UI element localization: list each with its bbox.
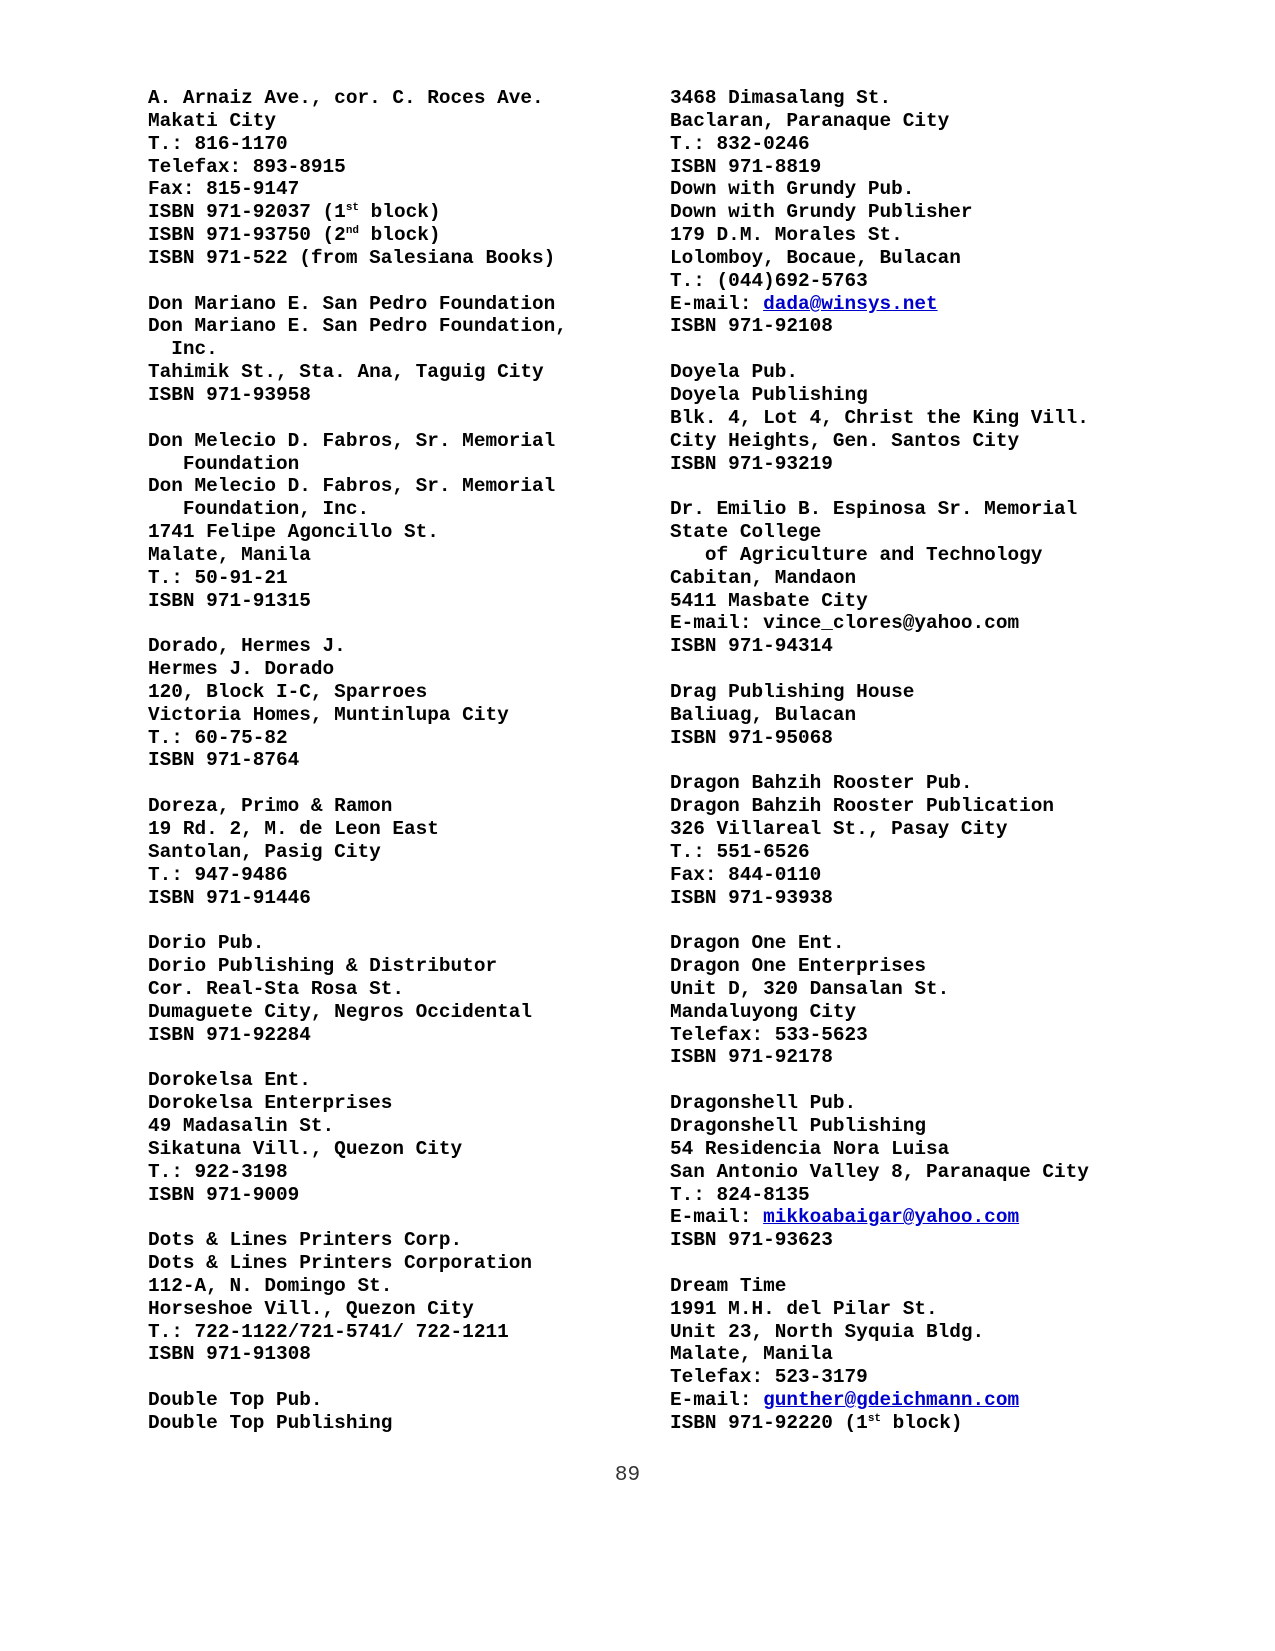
isbn-suffix: block): [359, 201, 441, 224]
ordinal-sup: st: [867, 1412, 882, 1425]
isbn-line: [148, 201, 638, 224]
entry-line: 1991 M.H. del Pilar St.: [670, 1297, 938, 1320]
entry-line: 112-A, N. Domingo St.: [148, 1274, 393, 1297]
spacer: [670, 1252, 1260, 1275]
spacer: [148, 909, 638, 932]
entry-line: 326 Villareal St., Pasay City: [670, 818, 1008, 840]
isbn-line: [148, 224, 638, 247]
ordinal-sup: st: [345, 202, 360, 215]
email-line: [670, 1206, 1260, 1229]
spacer: [148, 772, 638, 795]
entry-line: ISBN 971-93938: [670, 886, 833, 909]
entry-line: Doyela Publishing: [670, 383, 868, 406]
entry-line: ISBN 971-92108: [670, 315, 833, 338]
entry-line: Dragon One Ent.: [670, 932, 845, 955]
entry-line: ISBN 971-92284: [148, 1023, 311, 1046]
entry-line: Don Mariano E. San Pedro Foundation,: [148, 315, 567, 338]
entry-line: Dragon Bahzih Rooster Pub.: [670, 772, 973, 795]
spacer: [670, 909, 1260, 932]
entry-dorokelsa: [148, 1069, 638, 1206]
entry-line: Dragonshell Publishing: [670, 1114, 926, 1137]
entry-line: Blk. 4, Lot 4, Christ the King Vill.: [670, 406, 1089, 429]
entry-drag-publishing: [670, 681, 1260, 750]
isbn-text: ISBN 971-92037 (1: [148, 201, 346, 224]
isbn-suffix: block): [881, 1411, 963, 1434]
entry-line: Dream Time: [670, 1274, 787, 1297]
entry-line: Doreza, Primo & Ramon: [148, 795, 393, 818]
entry-dimasalang: [670, 87, 1260, 178]
entry-line: ISBN 971-8764: [148, 749, 300, 772]
entry-line: Dorio Pub.: [148, 932, 265, 955]
entry-line: A. Arnaiz Ave., cor. C. Roces Ave.: [148, 87, 544, 109]
entry-line: 1741 Felipe Agoncillo St.: [148, 521, 439, 544]
entry-line: Victoria Homes, Muntinlupa City: [148, 703, 509, 726]
entry-line: Don Melecio D. Fabros, Sr. Memorial: [148, 429, 556, 452]
spacer: [148, 1206, 638, 1229]
spacer: [148, 407, 638, 430]
entry-line: T.: 551-6526: [670, 840, 810, 863]
entry-line: Fax: 844-0110: [670, 863, 822, 886]
entry-line: Telefax: 523-3179: [670, 1366, 868, 1389]
entry-line: Telefax: 533-5623: [670, 1023, 868, 1046]
spacer: [670, 749, 1260, 772]
entry-line: Cabitan, Mandaon: [670, 566, 857, 589]
entry-line: Horseshoe Vill., Quezon City: [148, 1297, 474, 1320]
ordinal-sup: nd: [345, 225, 360, 238]
entry-line: Foundation: [148, 452, 300, 475]
isbn-text: ISBN 971-92220 (1: [670, 1411, 868, 1434]
entry-dream-time: [670, 1275, 1260, 1435]
entry-line: Hermes J. Dorado: [148, 658, 335, 681]
entry-line: Foundation, Inc.: [148, 498, 370, 521]
entry-line: T.: 50-91-21: [148, 566, 288, 589]
entry-line: ISBN 971-93219: [670, 452, 833, 475]
entry-line: Fax: 815-9147: [148, 178, 300, 201]
entry-line: Sikatuna Vill., Quezon City: [148, 1137, 463, 1160]
entry-line: Tahimik St., Sta. Ana, Taguig City: [148, 361, 544, 384]
spacer: [148, 1366, 638, 1389]
entry-line: Dragon One Enterprises: [670, 955, 926, 978]
entry-dragonshell: [670, 1092, 1260, 1252]
entry-double-top: [148, 1389, 638, 1435]
entry-line: T.: 722-1122/721-5741/ 722-1211: [148, 1320, 509, 1343]
entry-line: City Heights, Gen. Santos City: [670, 429, 1020, 452]
entry-line: Dots & Lines Printers Corporation: [148, 1252, 532, 1275]
spacer: [670, 338, 1260, 361]
entry-dorio: [148, 932, 638, 1046]
entry-line: 54 Residencia Nora Luisa: [670, 1137, 950, 1160]
entry-don-melecio: [148, 430, 638, 613]
email-link[interactable]: gunther@gdeichmann.com: [763, 1389, 1020, 1412]
entry-down-with-grundy: [670, 178, 1260, 338]
entry-line: 19 Rd. 2, M. de Leon East: [148, 818, 439, 840]
entry-line: Inc.: [148, 338, 218, 361]
entry-line: T.: 947-9486: [148, 863, 288, 886]
entry-line: Dorokelsa Ent.: [148, 1069, 311, 1092]
entry-dragon-bahzih: [670, 772, 1260, 909]
entry-line: Double Top Publishing: [148, 1411, 393, 1434]
entry-line: Mandaluyong City: [670, 1000, 857, 1023]
entry-line: San Antonio Valley 8, Paranaque City: [670, 1160, 1089, 1183]
entry-line: Malate, Manila: [670, 1343, 833, 1366]
entry-line: 179 D.M. Morales St.: [670, 224, 903, 247]
entry-line: Baclaran, Paranaque City: [670, 109, 950, 132]
spacer: [148, 1046, 638, 1069]
entry-line: Doyela Pub.: [670, 361, 798, 384]
isbn-line: [670, 1412, 1260, 1435]
entry-line: Drag Publishing House: [670, 680, 915, 703]
entry-line: E-mail: vince_clores@yahoo.com: [670, 612, 1020, 635]
entry-line: Don Mariano E. San Pedro Foundation: [148, 292, 556, 315]
entry-line: ISBN 971-95068: [670, 726, 833, 749]
entry-line: ISBN 971-9009: [148, 1183, 300, 1206]
entry-line: Dragonshell Pub.: [670, 1092, 857, 1115]
entry-line: 120, Block I-C, Sparroes: [148, 680, 428, 703]
entry-line: Double Top Pub.: [148, 1389, 323, 1412]
entry-line: ISBN 971-522 (from Salesiana Books): [148, 246, 556, 269]
entry-line: Dorado, Hermes J.: [148, 635, 346, 658]
entry-line: Telefax: 893-8915: [148, 155, 346, 178]
left-column: [148, 87, 638, 1435]
entry-dots-lines: [148, 1229, 638, 1366]
entry-line: Down with Grundy Pub.: [670, 178, 915, 201]
entry-line: 3468 Dimasalang St.: [670, 87, 892, 109]
entry-dragon-one: [670, 932, 1260, 1069]
spacer: [670, 475, 1260, 498]
entry-line: ISBN 971-94314: [670, 635, 833, 658]
entry-don-mariano: [148, 293, 638, 407]
entry-line: Dorokelsa Enterprises: [148, 1092, 393, 1115]
entry-line: T.: (044)692-5763: [670, 269, 868, 292]
entry-line: ISBN 971-93623: [670, 1229, 833, 1252]
entry-line: of Agriculture and Technology: [670, 543, 1043, 566]
entry-line: Santolan, Pasig City: [148, 840, 381, 863]
email-label: E-mail:: [670, 1389, 764, 1412]
email-link[interactable]: dada@winsys.net: [763, 292, 938, 315]
entry-line: 49 Madasalin St.: [148, 1114, 335, 1137]
page-number: 89: [614, 1464, 641, 1487]
email-line: [670, 1389, 1260, 1412]
entry-line: ISBN 971-92178: [670, 1046, 833, 1069]
entry-line: Baliuag, Bulacan: [670, 703, 857, 726]
entry-line: Down with Grundy Publisher: [670, 201, 973, 224]
entry-doreza: [148, 795, 638, 909]
entry-line: ISBN 971-91308: [148, 1343, 311, 1366]
email-line: [670, 293, 1260, 316]
entry-line: Lolomboy, Bocaue, Bulacan: [670, 246, 961, 269]
entry-line: State College: [670, 521, 822, 544]
isbn-text: ISBN 971-93750 (2: [148, 224, 346, 247]
entry-address-block: [148, 87, 638, 270]
entry-line: ISBN 971-91315: [148, 589, 311, 612]
entry-line: Dorio Publishing & Distributor: [148, 955, 498, 978]
email-label: E-mail:: [670, 1206, 764, 1229]
spacer: [670, 1069, 1260, 1092]
entry-line: 5411 Masbate City: [670, 589, 868, 612]
entry-line: Unit D, 320 Dansalan St.: [670, 977, 950, 1000]
entry-line: T.: 832-0246: [670, 132, 810, 155]
right-column: [670, 87, 1260, 1435]
entry-doyela: [670, 361, 1260, 475]
entry-line: T.: 816-1170: [148, 132, 288, 155]
entry-line: Don Melecio D. Fabros, Sr. Memorial: [148, 475, 556, 498]
isbn-suffix: block): [359, 224, 441, 247]
spacer: [148, 270, 638, 293]
entry-line: Dragon Bahzih Rooster Publication: [670, 795, 1054, 818]
entry-line: Dumaguete City, Negros Occidental: [148, 1000, 532, 1023]
entry-line: ISBN 971-8819: [670, 155, 822, 178]
entry-line: Cor. Real-Sta Rosa St.: [148, 977, 404, 1000]
entry-line: ISBN 971-93958: [148, 383, 311, 406]
entry-espinosa: [670, 498, 1260, 658]
spacer: [670, 658, 1260, 681]
entry-line: Dots & Lines Printers Corp.: [148, 1229, 463, 1252]
entry-line: T.: 60-75-82: [148, 726, 288, 749]
entry-line: Unit 23, North Syquia Bldg.: [670, 1320, 985, 1343]
entry-line: T.: 824-8135: [670, 1183, 810, 1206]
entry-line: Makati City: [148, 109, 276, 132]
entry-line: Dr. Emilio B. Espinosa Sr. Memorial: [670, 498, 1078, 521]
entry-line: T.: 922-3198: [148, 1160, 288, 1183]
spacer: [148, 612, 638, 635]
entry-line: ISBN 971-91446: [148, 886, 311, 909]
entry-line: Malate, Manila: [148, 543, 311, 566]
email-link[interactable]: mikkoabaigar@yahoo.com: [763, 1206, 1020, 1229]
email-label: E-mail:: [670, 292, 764, 315]
entry-dorado: [148, 635, 638, 772]
